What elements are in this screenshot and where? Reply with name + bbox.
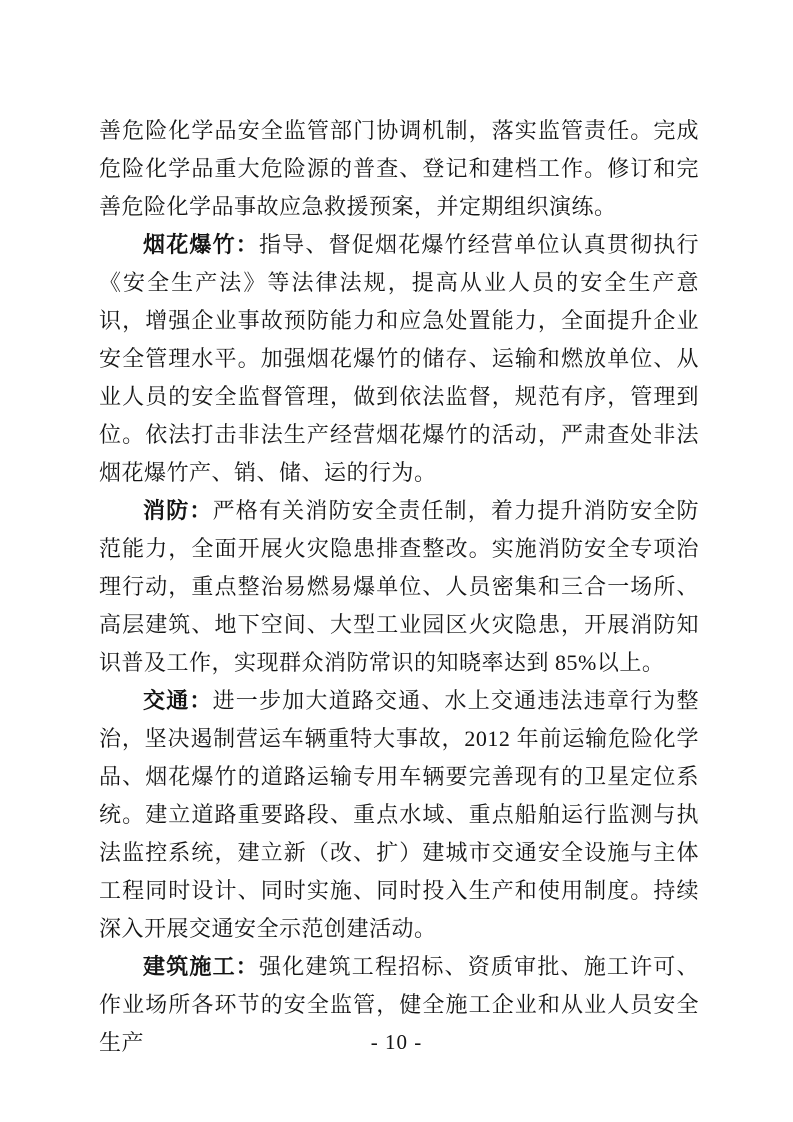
paragraph-lead: 消防： bbox=[143, 498, 213, 523]
paragraph-lead: 建筑施工： bbox=[143, 954, 259, 979]
paragraph-fire-safety bbox=[99, 492, 699, 682]
paragraph-text: 善危险化学品安全监管部门协调机制，落实监管责任。完成危险化学品重大危险源的普查、登记和建档工作。修订和完善危险化学品事故应急救援预案，并定期组织演练。 bbox=[99, 118, 699, 219]
document-body bbox=[99, 112, 699, 1062]
paragraph-chemicals-continued bbox=[99, 112, 699, 226]
paragraph-fireworks bbox=[99, 226, 699, 492]
paragraph-traffic bbox=[99, 682, 699, 948]
page-number: - 10 - bbox=[370, 1030, 423, 1054]
paragraph-text: 进一步加大道路交通、水上交通违法违章行为整治，坚决遏制营运车辆重特大事故，2012 年前运输危险化学品、烟花爆竹的道路运输专用车辆要完善现有的卫星定位系统。建立道路重要路段、重点水域、重点船舶运行监测与执法监控系统，建立新（改、扩）建城市交通安全设施与主体工程同时设计、同时实施、同时投入生产和使用制度。持续深入开展交通安全示范创建活动。 bbox=[99, 688, 699, 941]
paragraph-lead: 交通： bbox=[143, 688, 213, 713]
paragraph-text: 指导、督促烟花爆竹经营单位认真贯彻执行《安全生产法》等法律法规，提高从业人员的安全生产意识，增强企业事故预防能力和应急处置能力，全面提升企业安全管理水平。加强烟花爆竹的储存、运输和燃放单位、从业人员的安全监督管理，做到依法监督，规范有序，管理到位。依法打击非法生产经营烟花爆竹的活动，严肃查处非法烟花爆竹产、销、储、运的行为。 bbox=[99, 232, 699, 485]
paragraph-text: 强化建筑工程招标、资质审批、施工许可、作业场所各环节的安全监管，健全施工企业和从业人员安全生产 bbox=[99, 954, 699, 1055]
paragraph-text: 严格有关消防安全责任制，着力提升消防安全防范能力，全面开展火灾隐患排查整改。实施消防安全专项治理行动，重点整治易燃易爆单位、人员密集和三合一场所、高层建筑、地下空间、大型工业园区火灾隐患，开展消防知识普及工作，实现群众消防常识的知晓率达到 85%以上。 bbox=[99, 498, 699, 675]
paragraph-lead: 烟花爆竹： bbox=[143, 232, 259, 257]
